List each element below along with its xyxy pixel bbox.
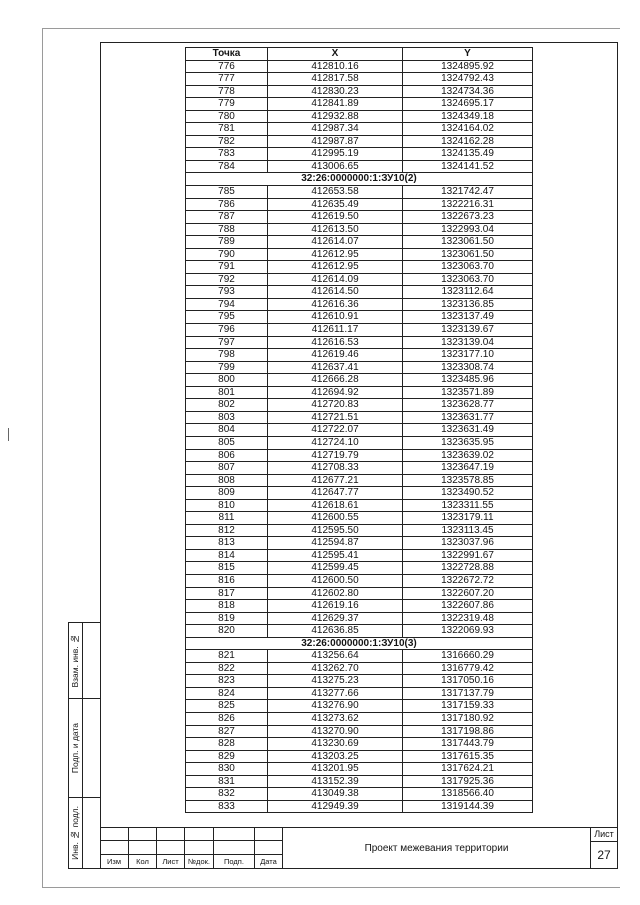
table-row <box>186 500 533 513</box>
table-row <box>186 362 533 375</box>
y-coordinate-cell: 1317443.79 <box>403 738 533 751</box>
stamp-cell-sign-date <box>68 699 82 797</box>
y-coordinate-cell: 1321742.47 <box>403 186 533 199</box>
y-coordinate-cell: 1323179.11 <box>403 512 533 525</box>
point-cell: 816 <box>186 575 268 588</box>
point-cell: 795 <box>186 311 268 324</box>
point-cell: 827 <box>186 726 268 739</box>
x-coordinate-cell: 412616.53 <box>268 337 403 350</box>
x-coordinate-cell: 412817.58 <box>268 73 403 86</box>
point-cell: 785 <box>186 186 268 199</box>
revision-table <box>100 827 283 868</box>
revision-cell <box>214 827 254 841</box>
table-row <box>186 537 533 550</box>
point-cell: 796 <box>186 324 268 337</box>
table-row <box>186 713 533 726</box>
x-coordinate-cell: 412610.91 <box>268 311 403 324</box>
y-coordinate-cell: 1323139.67 <box>403 324 533 337</box>
table-row <box>186 688 533 701</box>
table-row <box>186 613 533 626</box>
coordinates-table <box>185 47 533 813</box>
x-coordinate-cell: 413270.90 <box>268 726 403 739</box>
y-coordinate-cell: 1317615.35 <box>403 751 533 764</box>
revision-label: Лист <box>162 857 179 866</box>
point-cell: 801 <box>186 387 268 400</box>
y-coordinate-cell: 1323578.85 <box>403 475 533 488</box>
table-row <box>186 236 533 249</box>
revision-label: Кол <box>136 857 149 866</box>
point-cell: 822 <box>186 663 268 676</box>
x-coordinate-cell: 412636.85 <box>268 625 403 638</box>
x-coordinate-cell: 412637.41 <box>268 362 403 375</box>
y-coordinate-cell: 1322319.48 <box>403 613 533 626</box>
header-y: Y <box>403 48 533 61</box>
table-row <box>186 512 533 525</box>
point-cell: 829 <box>186 751 268 764</box>
table-row <box>186 61 533 74</box>
revision-cell <box>255 827 282 841</box>
revision-cell <box>255 841 282 855</box>
revision-cell <box>129 827 156 841</box>
table-row <box>186 249 533 262</box>
point-cell: 808 <box>186 475 268 488</box>
section-title: 32:26:0000000:1:ЗУ10(3) <box>186 638 533 651</box>
y-coordinate-cell: 1323061.50 <box>403 249 533 262</box>
point-cell: 783 <box>186 148 268 161</box>
x-coordinate-cell: 412619.46 <box>268 349 403 362</box>
side-stamp-divider <box>82 622 83 868</box>
table-row <box>186 111 533 124</box>
point-cell: 794 <box>186 299 268 312</box>
point-cell: 777 <box>186 73 268 86</box>
y-coordinate-cell: 1323628.77 <box>403 399 533 412</box>
y-coordinate-cell: 1322728.88 <box>403 562 533 575</box>
x-coordinate-cell: 412614.50 <box>268 286 403 299</box>
x-coordinate-cell: 412841.89 <box>268 98 403 111</box>
y-coordinate-cell: 1324162.28 <box>403 136 533 149</box>
table-row <box>186 186 533 199</box>
table-row <box>186 450 533 463</box>
y-coordinate-cell: 1316660.29 <box>403 650 533 663</box>
point-cell: 832 <box>186 788 268 801</box>
x-coordinate-cell: 412987.87 <box>268 136 403 149</box>
y-coordinate-cell: 1323063.70 <box>403 261 533 274</box>
table-row <box>186 224 533 237</box>
sheet-number: 27 <box>597 848 611 862</box>
table-row <box>186 487 533 500</box>
stamp-cell-orig-inv <box>68 798 82 868</box>
x-coordinate-cell: 412830.23 <box>268 86 403 99</box>
x-coordinate-cell: 412721.51 <box>268 412 403 425</box>
x-coordinate-cell: 412614.09 <box>268 274 403 287</box>
table-row <box>186 650 533 663</box>
point-cell: 784 <box>186 161 268 174</box>
y-coordinate-cell: 1323112.64 <box>403 286 533 299</box>
x-coordinate-cell: 412995.19 <box>268 148 403 161</box>
scan-mark <box>8 428 9 441</box>
x-coordinate-cell: 412599.45 <box>268 562 403 575</box>
x-coordinate-cell: 412666.28 <box>268 374 403 387</box>
point-cell: 779 <box>186 98 268 111</box>
table-row <box>186 211 533 224</box>
x-coordinate-cell: 412932.88 <box>268 111 403 124</box>
table-row <box>186 261 533 274</box>
y-coordinate-cell: 1323137.49 <box>403 311 533 324</box>
y-coordinate-cell: 1322991.67 <box>403 550 533 563</box>
point-cell: 803 <box>186 412 268 425</box>
table-row <box>186 700 533 713</box>
table-row <box>186 550 533 563</box>
point-cell: 780 <box>186 111 268 124</box>
table-row <box>186 763 533 776</box>
x-coordinate-cell: 413230.69 <box>268 738 403 751</box>
revision-cell <box>157 827 184 841</box>
table-header-row <box>186 48 533 61</box>
x-coordinate-cell: 413273.62 <box>268 713 403 726</box>
point-cell: 792 <box>186 274 268 287</box>
x-coordinate-cell: 412594.87 <box>268 537 403 550</box>
point-cell: 797 <box>186 337 268 350</box>
x-coordinate-cell: 412653.58 <box>268 186 403 199</box>
x-coordinate-cell: 412677.21 <box>268 475 403 488</box>
y-coordinate-cell: 1323113.45 <box>403 525 533 538</box>
point-cell: 776 <box>186 61 268 74</box>
point-cell: 826 <box>186 713 268 726</box>
table-row <box>186 299 533 312</box>
point-cell: 823 <box>186 675 268 688</box>
x-coordinate-cell: 412616.36 <box>268 299 403 312</box>
y-coordinate-cell: 1324349.18 <box>403 111 533 124</box>
point-cell: 804 <box>186 424 268 437</box>
point-cell: 788 <box>186 224 268 237</box>
y-coordinate-cell: 1323571.89 <box>403 387 533 400</box>
stamp-label-replace-inv: Взам. инв. № <box>70 633 80 688</box>
x-coordinate-cell: 413006.65 <box>268 161 403 174</box>
table-row <box>186 148 533 161</box>
sheet-label: Лист <box>594 829 614 839</box>
point-cell: 824 <box>186 688 268 701</box>
point-cell: 833 <box>186 801 268 814</box>
table-row <box>186 387 533 400</box>
stamp-cell-replace-inv <box>68 623 82 698</box>
y-coordinate-cell: 1323177.10 <box>403 349 533 362</box>
x-coordinate-cell: 412647.77 <box>268 487 403 500</box>
y-coordinate-cell: 1322607.20 <box>403 588 533 601</box>
x-coordinate-cell: 412618.61 <box>268 500 403 513</box>
table-row <box>186 286 533 299</box>
table-row <box>186 462 533 475</box>
x-coordinate-cell: 412987.34 <box>268 123 403 136</box>
y-coordinate-cell: 1323631.49 <box>403 424 533 437</box>
point-cell: 815 <box>186 562 268 575</box>
y-coordinate-cell: 1323061.50 <box>403 236 533 249</box>
revision-col <box>157 827 185 868</box>
y-coordinate-cell: 1318566.40 <box>403 788 533 801</box>
y-coordinate-cell: 1316779.42 <box>403 663 533 676</box>
x-coordinate-cell: 412810.16 <box>268 61 403 74</box>
point-cell: 789 <box>186 236 268 249</box>
table-row <box>186 726 533 739</box>
y-coordinate-cell: 1322607.86 <box>403 600 533 613</box>
stamp-label-orig-inv: Инв. № подл. <box>70 806 80 860</box>
x-coordinate-cell: 412602.80 <box>268 588 403 601</box>
y-coordinate-cell: 1323485.96 <box>403 374 533 387</box>
y-coordinate-cell: 1323635.95 <box>403 437 533 450</box>
point-cell: 809 <box>186 487 268 500</box>
table-row <box>186 788 533 801</box>
table-row <box>186 349 533 362</box>
point-cell: 811 <box>186 512 268 525</box>
point-cell: 817 <box>186 588 268 601</box>
point-cell: 821 <box>186 650 268 663</box>
x-coordinate-cell: 412619.50 <box>268 211 403 224</box>
point-cell: 787 <box>186 211 268 224</box>
y-coordinate-cell: 1323490.52 <box>403 487 533 500</box>
section-title: 32:26:0000000:1:ЗУ10(2) <box>186 173 533 186</box>
y-coordinate-cell: 1323308.74 <box>403 362 533 375</box>
x-coordinate-cell: 412720.83 <box>268 399 403 412</box>
revision-col <box>185 827 214 868</box>
table-row <box>186 199 533 212</box>
x-coordinate-cell: 412719.79 <box>268 450 403 463</box>
x-coordinate-cell: 412600.55 <box>268 512 403 525</box>
x-coordinate-cell: 412612.95 <box>268 249 403 262</box>
x-coordinate-cell: 412629.37 <box>268 613 403 626</box>
revision-label: №док. <box>188 857 210 866</box>
table-row <box>186 123 533 136</box>
x-coordinate-cell: 412613.50 <box>268 224 403 237</box>
point-cell: 831 <box>186 776 268 789</box>
point-cell: 799 <box>186 362 268 375</box>
y-coordinate-cell: 1323063.70 <box>403 274 533 287</box>
table-row <box>186 575 533 588</box>
table-row <box>186 274 533 287</box>
y-coordinate-cell: 1319144.39 <box>403 801 533 814</box>
y-coordinate-cell: 1317159.33 <box>403 700 533 713</box>
point-cell: 791 <box>186 261 268 274</box>
table-row <box>186 136 533 149</box>
point-cell: 820 <box>186 625 268 638</box>
y-coordinate-cell: 1323631.77 <box>403 412 533 425</box>
x-coordinate-cell: 412595.50 <box>268 525 403 538</box>
table-row <box>186 675 533 688</box>
point-cell: 782 <box>186 136 268 149</box>
point-cell: 818 <box>186 600 268 613</box>
x-coordinate-cell: 412694.92 <box>268 387 403 400</box>
table-row <box>186 86 533 99</box>
y-coordinate-cell: 1322216.31 <box>403 199 533 212</box>
revision-label: Дата <box>260 857 277 866</box>
section-row <box>186 638 533 651</box>
x-coordinate-cell: 412614.07 <box>268 236 403 249</box>
table-row <box>186 437 533 450</box>
x-coordinate-cell: 412724.10 <box>268 437 403 450</box>
table-row <box>186 738 533 751</box>
x-coordinate-cell: 413262.70 <box>268 663 403 676</box>
x-coordinate-cell: 412949.39 <box>268 801 403 814</box>
revision-col <box>100 827 129 868</box>
table-row <box>186 801 533 814</box>
y-coordinate-cell: 1324895.92 <box>403 61 533 74</box>
point-cell: 778 <box>186 86 268 99</box>
point-cell: 802 <box>186 399 268 412</box>
x-coordinate-cell: 413277.66 <box>268 688 403 701</box>
y-coordinate-cell: 1317198.86 <box>403 726 533 739</box>
table-row <box>186 525 533 538</box>
y-coordinate-cell: 1323037.96 <box>403 537 533 550</box>
point-cell: 805 <box>186 437 268 450</box>
x-coordinate-cell: 412595.41 <box>268 550 403 563</box>
section-row <box>186 173 533 186</box>
revision-col <box>129 827 157 868</box>
table-row <box>186 399 533 412</box>
x-coordinate-cell: 412635.49 <box>268 199 403 212</box>
y-coordinate-cell: 1322673.23 <box>403 211 533 224</box>
table-row <box>186 663 533 676</box>
point-cell: 819 <box>186 613 268 626</box>
revision-col <box>214 827 255 868</box>
revision-cell <box>129 841 156 855</box>
table-row <box>186 73 533 86</box>
point-cell: 813 <box>186 537 268 550</box>
x-coordinate-cell: 412722.07 <box>268 424 403 437</box>
table-row <box>186 776 533 789</box>
revision-cell <box>185 827 213 841</box>
x-coordinate-cell: 412611.17 <box>268 324 403 337</box>
table-row <box>186 562 533 575</box>
y-coordinate-cell: 1317137.79 <box>403 688 533 701</box>
table-row <box>186 588 533 601</box>
x-coordinate-cell: 413276.90 <box>268 700 403 713</box>
table-row <box>186 424 533 437</box>
y-coordinate-cell: 1317925.36 <box>403 776 533 789</box>
header-x: X <box>268 48 403 61</box>
point-cell: 790 <box>186 249 268 262</box>
x-coordinate-cell: 413049.38 <box>268 788 403 801</box>
revision-label: Изм <box>107 857 121 866</box>
revision-col <box>255 827 283 868</box>
x-coordinate-cell: 413275.23 <box>268 675 403 688</box>
point-cell: 786 <box>186 199 268 212</box>
y-coordinate-cell: 1322672.72 <box>403 575 533 588</box>
x-coordinate-cell: 413203.25 <box>268 751 403 764</box>
y-coordinate-cell: 1324734.36 <box>403 86 533 99</box>
point-cell: 807 <box>186 462 268 475</box>
table-row <box>186 374 533 387</box>
y-coordinate-cell: 1324695.17 <box>403 98 533 111</box>
x-coordinate-cell: 412600.50 <box>268 575 403 588</box>
table-row <box>186 625 533 638</box>
point-cell: 793 <box>186 286 268 299</box>
y-coordinate-cell: 1323639.02 <box>403 450 533 463</box>
y-coordinate-cell: 1324135.49 <box>403 148 533 161</box>
point-cell: 810 <box>186 500 268 513</box>
point-cell: 825 <box>186 700 268 713</box>
table-row <box>186 311 533 324</box>
y-coordinate-cell: 1322993.04 <box>403 224 533 237</box>
document-title: Проект межевания территории <box>364 842 509 854</box>
y-coordinate-cell: 1317624.21 <box>403 763 533 776</box>
table-row <box>186 412 533 425</box>
revision-cell <box>100 841 128 855</box>
y-coordinate-cell: 1324141.52 <box>403 161 533 174</box>
y-coordinate-cell: 1323139.04 <box>403 337 533 350</box>
point-cell: 812 <box>186 525 268 538</box>
point-cell: 806 <box>186 450 268 463</box>
y-coordinate-cell: 1317050.16 <box>403 675 533 688</box>
x-coordinate-cell: 413201.95 <box>268 763 403 776</box>
stamp-label-sign-date: Подп. и дата <box>70 722 80 774</box>
revision-cell <box>100 827 128 841</box>
point-cell: 814 <box>186 550 268 563</box>
x-coordinate-cell: 413256.64 <box>268 650 403 663</box>
table-row <box>186 475 533 488</box>
point-cell: 830 <box>186 763 268 776</box>
y-coordinate-cell: 1323647.19 <box>403 462 533 475</box>
y-coordinate-cell: 1324164.02 <box>403 123 533 136</box>
table-row <box>186 751 533 764</box>
revision-cell <box>157 841 184 855</box>
y-coordinate-cell: 1323136.85 <box>403 299 533 312</box>
x-coordinate-cell: 412619.16 <box>268 600 403 613</box>
table-row <box>186 98 533 111</box>
x-coordinate-cell: 413152.39 <box>268 776 403 789</box>
x-coordinate-cell: 412612.95 <box>268 261 403 274</box>
y-coordinate-cell: 1317180.92 <box>403 713 533 726</box>
table-row <box>186 161 533 174</box>
table-row <box>186 337 533 350</box>
y-coordinate-cell: 1322069.93 <box>403 625 533 638</box>
revision-cell <box>185 841 213 855</box>
header-point: Точка <box>186 48 268 61</box>
y-coordinate-cell: 1324792.43 <box>403 73 533 86</box>
point-cell: 798 <box>186 349 268 362</box>
point-cell: 828 <box>186 738 268 751</box>
point-cell: 781 <box>186 123 268 136</box>
table-row <box>186 324 533 337</box>
y-coordinate-cell: 1323311.55 <box>403 500 533 513</box>
revision-cell <box>214 841 254 855</box>
table-row <box>186 600 533 613</box>
revision-label: Подп. <box>224 857 244 866</box>
point-cell: 800 <box>186 374 268 387</box>
x-coordinate-cell: 412708.33 <box>268 462 403 475</box>
